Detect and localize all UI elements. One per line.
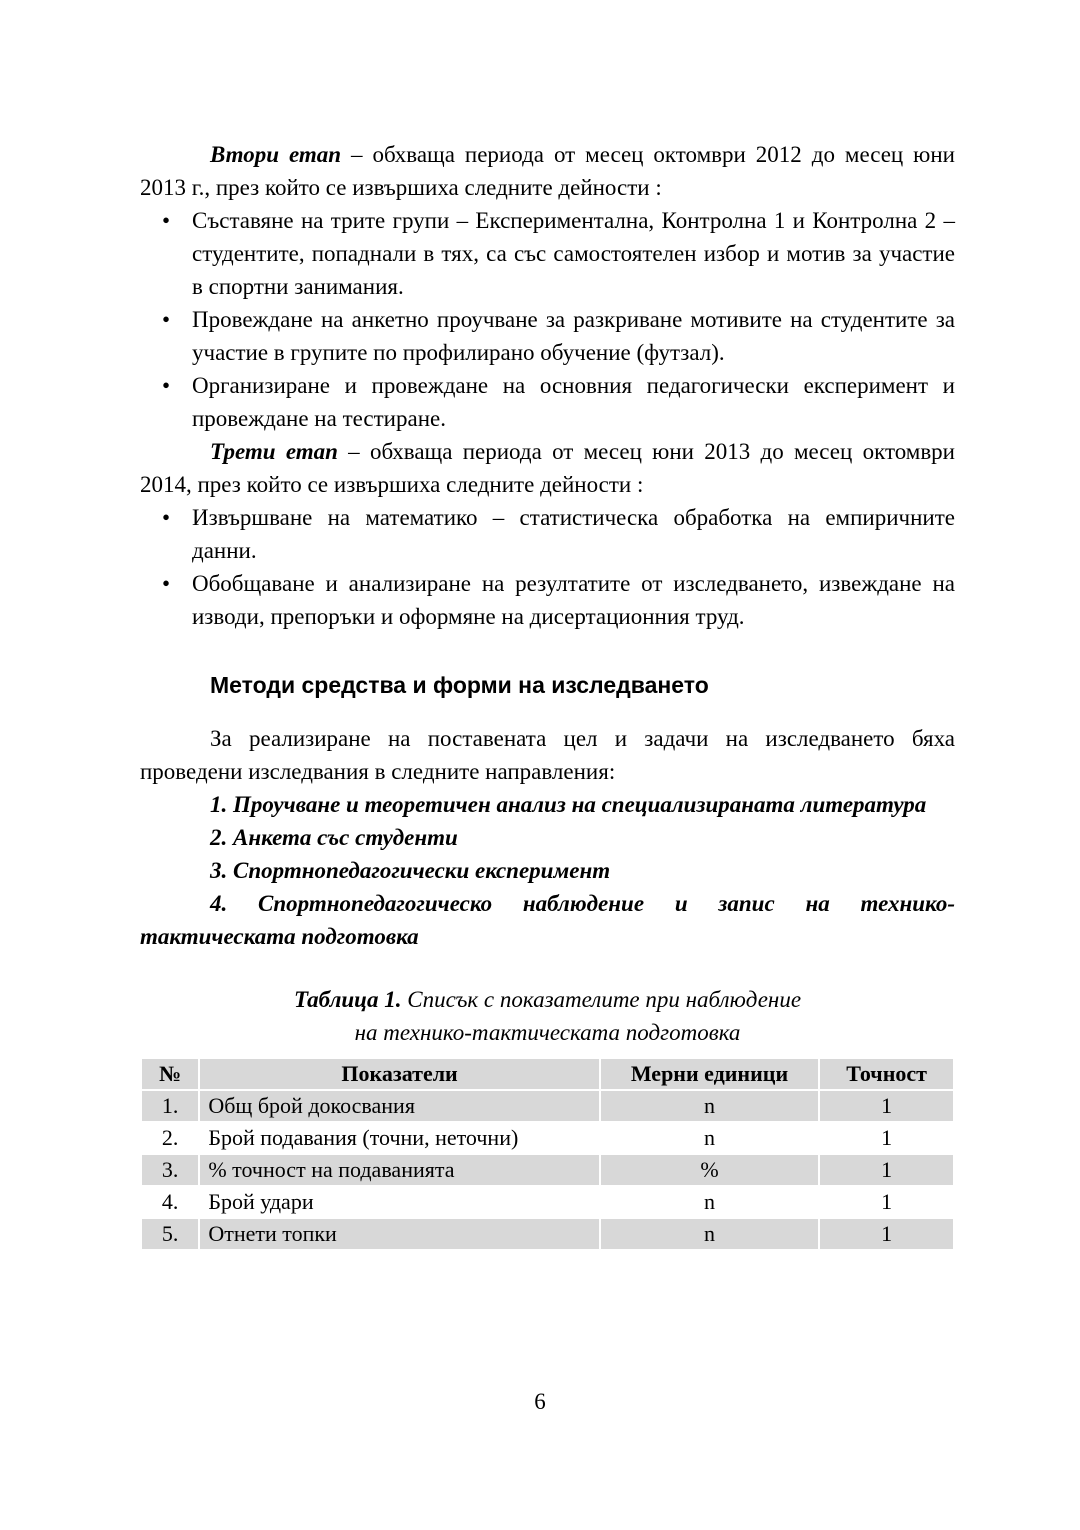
table-caption-text: Списък с показателите при наблюдение — [401, 987, 802, 1012]
table-caption-line2: на технико-тактическата подготовка — [354, 1020, 741, 1045]
paragraph-stage3 — [140, 435, 955, 501]
stage3-text: – обхваща периода от месец юни 2013 до месец октомври 2014, през който се извършиха следните дейности : — [140, 439, 955, 497]
table-caption-line1 — [140, 983, 955, 1016]
cell-number: 3. — [142, 1155, 198, 1185]
table-row — [142, 1123, 953, 1153]
bullet-marker: • — [162, 505, 171, 530]
paragraph-stage2 — [140, 138, 955, 204]
indicators-table — [140, 1057, 955, 1251]
header-indicators: Показатели — [200, 1059, 598, 1089]
bullet-text: Обобщаване и анализиране на резултатите от изследването, извеждане на изводи, препоръки и оформяне на дисертационния труд. — [192, 571, 955, 629]
bullet-item — [140, 204, 955, 303]
cell-precision: 1 — [820, 1091, 953, 1121]
table-row — [142, 1187, 953, 1217]
numbered-item-text: 4. Спортнопедагогическо наблюдение и запис на технико-тактическата подготовка — [140, 891, 955, 949]
header-number: № — [142, 1059, 198, 1089]
header-precision: Точност — [820, 1059, 953, 1089]
indicators-table-wrapper — [140, 1057, 955, 1251]
page-number: 6 — [534, 1389, 546, 1414]
methods-intro-paragraph: За реализиране на поставената цел и задачи на изследването бяха проведени изследвания в следните направления: — [140, 726, 955, 784]
cell-number: 2. — [161, 1125, 179, 1150]
bullet-marker: • — [162, 307, 171, 332]
table-body — [142, 1091, 953, 1249]
stage2-text: – обхваща периода от месец октомври 2012 до месец юни 2013 г., през който се извършиха следните дейности : — [140, 142, 955, 200]
cell-precision: 1 — [881, 1125, 893, 1150]
cell-indicator: Брой подавания (точни, неточни) — [208, 1125, 519, 1150]
table-header-row — [142, 1059, 953, 1089]
cell-unit: % — [601, 1155, 818, 1185]
bullet-text: Съставяне на трите групи – Експериментална, Контролна 1 и Контролна 2 – студентите, попаднали в тях, са със самостоятелен избор и мотив за участие в спортни занимания. — [192, 208, 955, 299]
cell-unit: n — [601, 1219, 818, 1249]
cell-number: 5. — [142, 1219, 198, 1249]
table-caption-label: Таблица 1. — [293, 987, 402, 1012]
cell-indicator: % точност на подаванията — [200, 1155, 598, 1185]
stage3-bullet-list — [140, 501, 955, 633]
cell-precision: 1 — [820, 1155, 953, 1185]
cell-unit: n — [703, 1125, 715, 1150]
numbered-item — [140, 854, 955, 887]
bullet-item — [140, 369, 955, 435]
table-row — [142, 1155, 953, 1185]
bullet-text: Извършване на математико – статистическа обработка на емпиричните данни. — [192, 505, 955, 563]
methods-numbered-list — [140, 788, 955, 953]
cell-indicator: Отнети топки — [200, 1219, 598, 1249]
numbered-item-text: 3. Спортнопедагогически експеримент — [210, 858, 611, 883]
stage2-bullet-list — [140, 204, 955, 435]
bullet-text: Провеждане на анкетно проучване за разкриване мотивите на студентите за участие в групите по профилирано обучение (футзал). — [192, 307, 955, 365]
stage2-title: Втори етап — [210, 142, 342, 167]
bullet-marker: • — [162, 571, 171, 596]
stage3-title: Трети етап — [210, 439, 338, 464]
bullet-text: Организиране и провеждане на основния педагогически експеримент и провеждане на тестиране. — [192, 373, 955, 431]
cell-indicator: Общ брой докосвания — [200, 1091, 598, 1121]
cell-precision: 1 — [881, 1189, 893, 1214]
cell-precision: 1 — [820, 1219, 953, 1249]
table-row — [142, 1091, 953, 1121]
numbered-item-text: 2. Анкета със студенти — [210, 825, 458, 850]
numbered-item-text: 1. Проучване и теоретичен анализ на специализираната литература — [210, 792, 927, 817]
table-row — [142, 1219, 953, 1249]
numbered-item — [140, 788, 955, 821]
bullet-marker: • — [162, 373, 171, 398]
bullet-item — [140, 501, 955, 567]
cell-indicator: Брой удари — [208, 1189, 314, 1214]
cell-unit: n — [703, 1189, 715, 1214]
numbered-item — [140, 821, 955, 854]
table-caption — [140, 983, 955, 1049]
cell-number: 4. — [161, 1189, 179, 1214]
numbered-item — [140, 887, 955, 953]
header-units: Мерни единици — [601, 1059, 818, 1089]
cell-number: 1. — [142, 1091, 198, 1121]
methods-heading: Методи средства и форми на изследването — [210, 672, 709, 698]
bullet-item — [140, 303, 955, 369]
bullet-marker: • — [162, 208, 171, 233]
cell-unit: n — [601, 1091, 818, 1121]
bullet-item — [140, 567, 955, 633]
